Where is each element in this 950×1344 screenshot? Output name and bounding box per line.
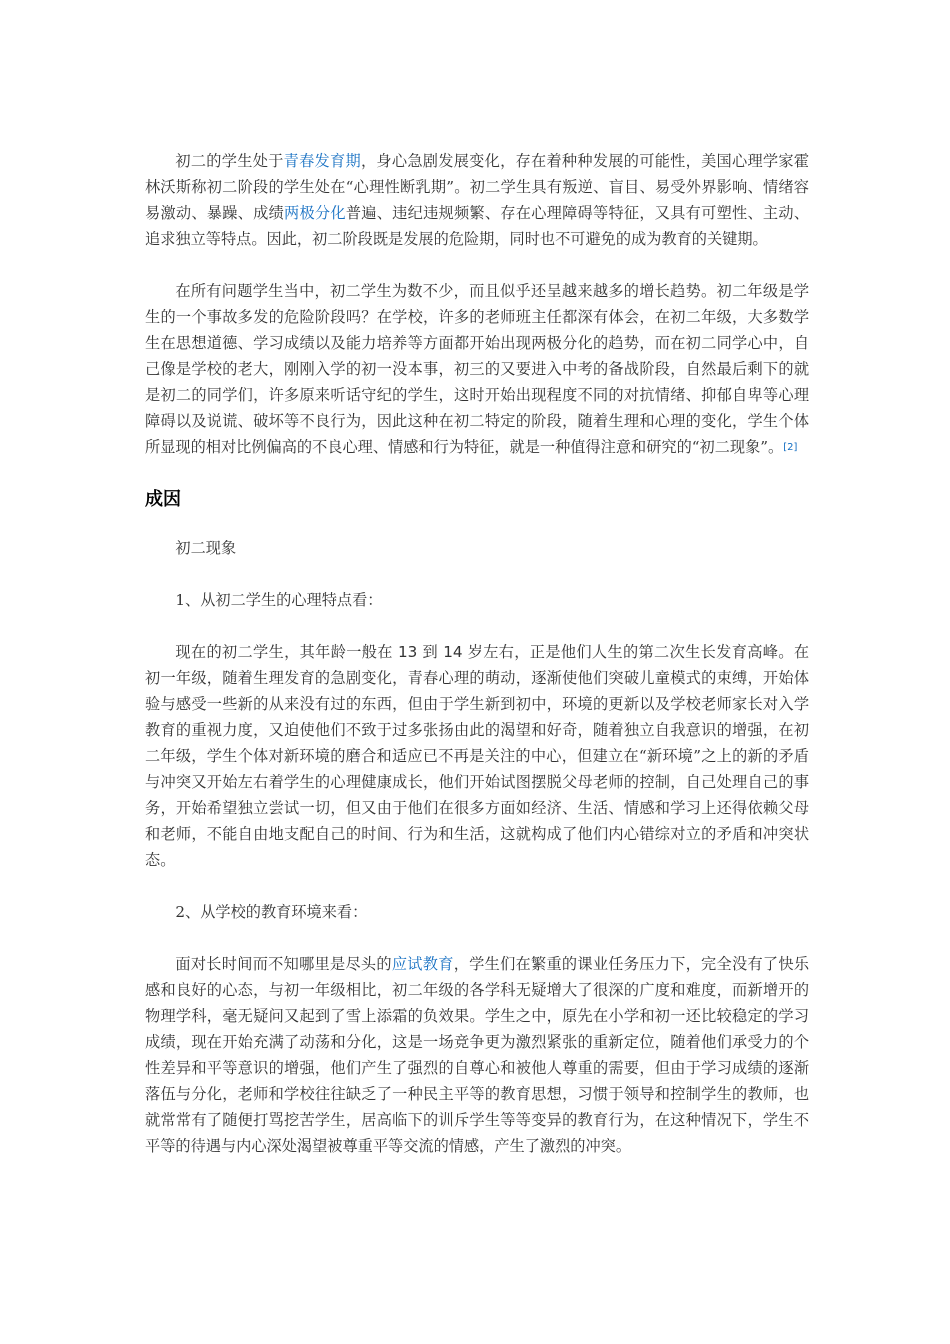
reference-link[interactable]: [2]	[783, 442, 798, 453]
psychology-paragraph	[145, 639, 809, 873]
link-exam-education[interactable]: 应试教育	[391, 955, 454, 973]
link-polarization[interactable]: 两极分化	[284, 204, 346, 222]
text-run: 现在的初二学生，其年龄一般在	[175, 643, 393, 661]
text-run: 1、从初二学生的心理特点看：	[175, 591, 383, 609]
age-end: 14	[443, 643, 463, 661]
sub-label: 初二现象	[175, 539, 237, 557]
intro-paragraph	[145, 148, 809, 252]
text-run: ，学生们在繁重的课业任务压力下，完全没有了快乐感和良好的心态，与初一年级相比，初二年级的各学科无疑增大了很深的广度和难度，而新增开的物理学科，毫无疑问又起到了雪上添霜的负效果。学生之中，原先在小学和初一还比较稳定的学习成绩，现在开始充满了动荡和分化，这是一场竞争更为激烈紧张的重新定位，随着他们承受力的个性差异和平等意识的增强，他们产生了强烈的自尊心和被他人尊重的需要，但由于学习成绩的逐渐落伍与分化，老师和学校往往缺乏了一种民主平等的教育思想，习惯于领导和控制学生的教师，也就常常有了随便打骂挖苦学生，居高临下的训斥学生等等变异的教育行为，在这种情况下，学生不平等的待遇与内心深处渴望被尊重平等交流的情感，产生了激烈的冲突。	[145, 955, 810, 1155]
link-puberty[interactable]: 青春发育期	[283, 152, 361, 170]
text-run: 岁左右，正是他们人生的第二次生长发育高峰。在初一年级，随着生理发育的急剧变化，青春心理的萌动，逐渐使他们突破儿童模式的束缚，开始体验与感受一些新的从来没有过的东西，但由于学生新到初中，环境的更新以及学校老师家长对入学教育的重视力度，又迫使他们不致于过多张扬由此的渴望和好奇，随着独立自我意识的增强，在初二年级，学生个体对新环境的磨合和适应已不再是关注的中心，但建立在“新环境”之上的新的矛盾与冲突又开始左右着学生的心理健康成长，他们开始试图摆脱父母老师的控制，自己处理自己的事务，开始希望独立尝试一切，但又由于他们在很多方面如经济、生活、情感和学习上还得依赖父母和老师，不能自由地支配自己的时间、行为和生活，这就构成了他们内心错综对立的矛盾和冲突状态。	[145, 643, 810, 869]
item2-heading	[145, 899, 809, 925]
item1-heading	[145, 587, 809, 613]
text-run: 2、从学校的教育环境来看：	[175, 903, 368, 921]
age-start: 13	[397, 643, 418, 661]
text-run: 初二的学生处于	[175, 152, 284, 170]
school-environment-paragraph	[145, 951, 809, 1159]
text-run: ，身心急剧发展变化，存在着种种发展的可能性，美国心理学家霍林沃斯称初二阶段的学生处在“心理性断乳期”。初二学生具有叛逆、盲目、易受外界影响、情绪容易激动、暴躁、成绩	[145, 152, 810, 222]
section-heading-causes: 成因	[145, 489, 181, 510]
phenomenon-paragraph	[145, 278, 809, 461]
text-run: 普遍、违纪违规频繁、存在心理障碍等特征，又具有可塑性、主动、追求独立等特点。因此，初二阶段既是发展的危险期，同时也不可避免的成为教育的关键期。	[145, 204, 810, 248]
text-run: 到	[422, 643, 439, 661]
article-body	[145, 148, 809, 1159]
text-run: 在所有问题学生当中，初二学生为数不少，而且似乎还呈越来越多的增长趋势。初二年级是学生的一个事故多发的危险阶段吗？在学校，许多的老师班主任都深有体会，在初二年级，大多数学生在思想道德、学习成绩以及能力培养等方面都开始出现两极分化的趋势，而在初二同学心中，自己像是学校的老大，刚刚入学的初一没本事，初三的又要进入中考的备战阶段，自然最后剩下的就是初二的同学们，许多原来听话守纪的学生，这时开始出现程度不同的对抗情绪、抑郁自卑等心理障碍以及说谎、破坏等不良行为，因此这种在初二特定的阶段，随着生理和心理的变化，学生个体所显现的相对比例偏高的不良心理、情感和行为特征，就是一种值得注意和研究的“初二现象”。	[145, 282, 809, 456]
text-run: 面对长时间而不知哪里是尽头的	[175, 955, 392, 973]
